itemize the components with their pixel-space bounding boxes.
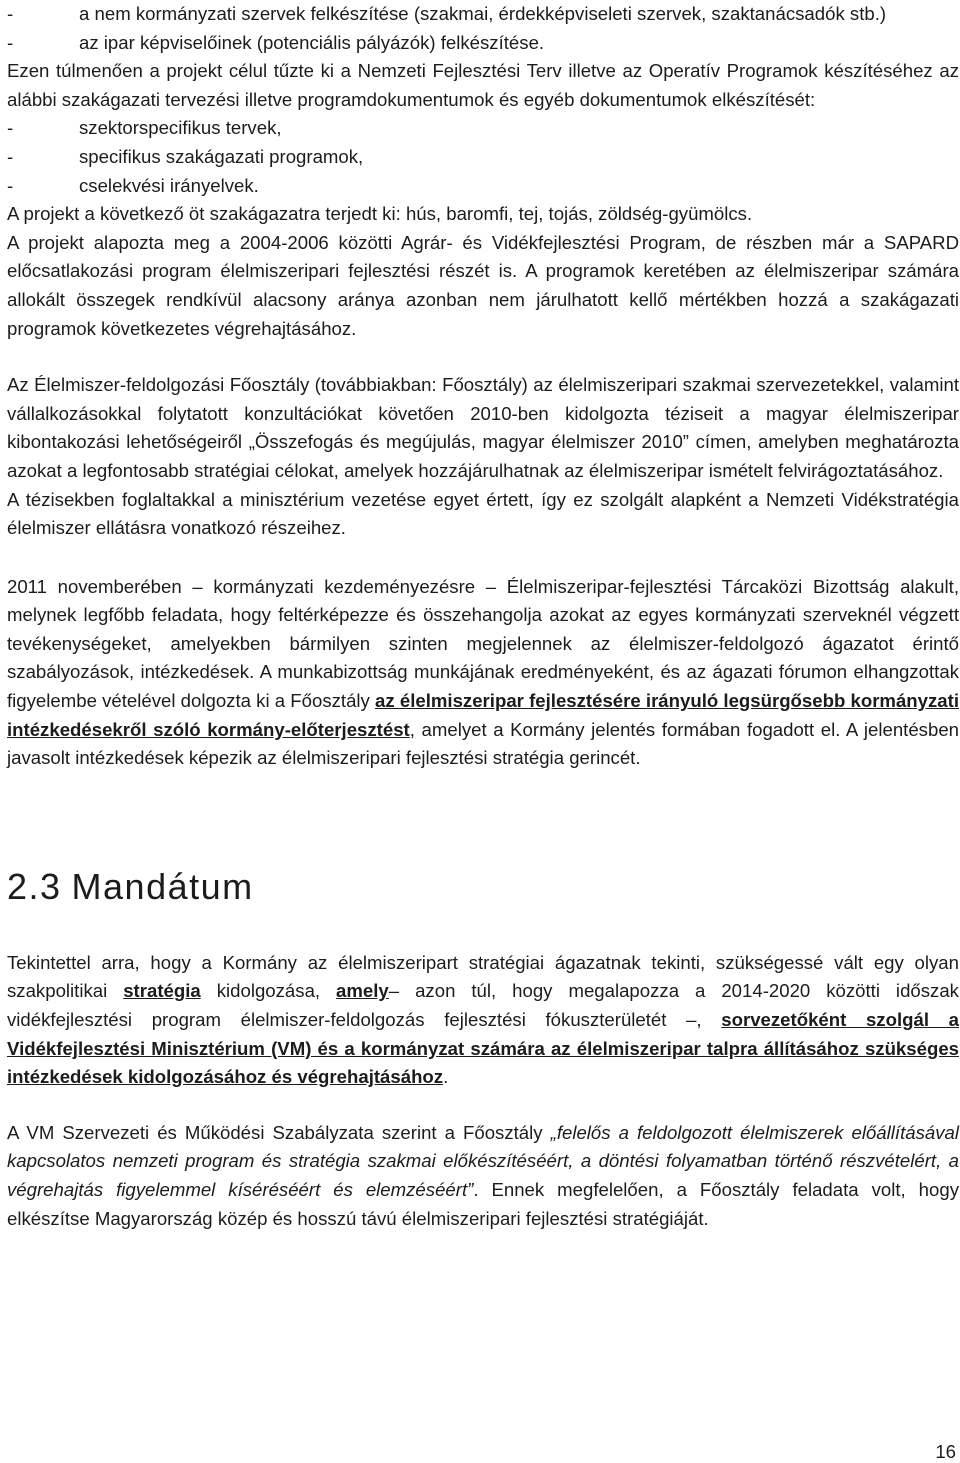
list-item (7, 143, 959, 172)
paragraph: A tézisekben foglaltakkal a minisztérium vezetése egyet értett, így ez szolgált alapként a Nemzeti Vidékstratégia élelmiszer ellátásra vonatkozó részeihez. (7, 488, 959, 539)
paragraph: A projekt a következő öt szakágazatra terjedt ki: hús, baromfi, tej, tojás, zöldség-gyümölcs. (7, 203, 753, 225)
quoted-italic-text: „felelős a feldolgozott élelmiszerek előállításával kapcsolatos nemzeti program és stratégia szakmai előkészítéséért, a döntési folyamatban történő részvételért, a végrehajtás figyelemmel kíséréséért és elemzéséért” (7, 1121, 959, 1200)
page-number: 16 (935, 1441, 956, 1462)
list-marker: - (7, 145, 14, 167)
list-item-text: specifikus szakágazati programok, (79, 145, 364, 167)
paragraph: Ezen túlmenően a projekt célul tűzte ki a Nemzeti Fejlesztési Terv illetve az Operatív Programok készítéséhez az alábbi szakágazati tervezési illetve programdokumentumok és egyéb dokumentumok elkészítését: (7, 60, 959, 110)
section-number: 2.3 (7, 865, 62, 907)
document-page (7, 0, 959, 1233)
emphasis-text: amely (336, 980, 389, 1002)
emphasis-text: sorvezetőként szolgál a Vidékfejlesztési Minisztérium (VM) és a kormányzat számára az élelmiszeripar talpra állításához szükséges intézkedések kidolgozásához és végrehajtásához (7, 1009, 959, 1088)
list-marker: - (7, 31, 14, 53)
list-item (7, 114, 959, 143)
list-item-text: az ipar képviselőinek (potenciális pályázók) felkészítése. (79, 31, 545, 53)
section-heading (7, 865, 959, 909)
list-item-text: szektorspecifikus tervek, (79, 117, 282, 139)
list-item-text: cselekvési irányelvek. (79, 174, 259, 196)
list-marker: - (7, 174, 14, 196)
section-title: Mandátum (71, 865, 254, 907)
paragraph: Tekintettel arra, hogy a Kormány az élelmiszeripart stratégiai ágazatnak tekinti, szükségessé vált egy olyan szakpolitikai stratégia kidolgozása, amely– azon túl, hogy megalapozza a 2014-2020 közötti időszak vidékfejlesztési program élelmiszer-feldolgozás fejlesztési fókuszterületét –, sorvezetőként szolgál a Vidékfejlesztési Minisztérium (VM) és a kormányzat számára az élelmiszeripar talpra állításához szükséges intézkedések kidolgozásához és végrehajtásához. (7, 951, 959, 1088)
list-marker: - (7, 117, 14, 139)
paragraph: A projekt alapozta meg a 2004-2006 közötti Agrár- és Vidékfejlesztési Program, de részben már a SAPARD előcsatlakozási program élelmiszeripari fejlesztési részét is. A programok keretében az élelmiszeripar számára allokált összegek rendkívül alacsony aránya azonban nem járulhatott kellő mértékben hozzá a szakágazati programok következetes végrehajtásához. (7, 231, 959, 339)
paragraph: A VM Szervezeti és Működési Szabályzata szerint a Főosztály „felelős a feldolgozott élelmiszerek előállításával kapcsolatos nemzeti program és stratégia szakmai előkészítéséért, a döntési folyamatban történő részvételért, a végrehajtás figyelemmel kíséréséért és elemzéséért”. Ennek megfelelően, a Főosztály feladata volt, hogy elkészítse Magyarország közép és hosszú távú élelmiszeripari fejlesztési stratégiáját. (7, 1121, 959, 1229)
emphasis-text: stratégia (123, 980, 201, 1002)
list-item (7, 172, 959, 201)
emphasis-text: az élelmiszeripar fejlesztésére irányuló legsürgősebb kormányzati intézkedésekről szóló kormány-előterjesztést (7, 690, 960, 740)
list-item (7, 29, 959, 58)
paragraph: Az Élelmiszer-feldolgozási Főosztály (továbbiakban: Főosztály) az élelmiszeripari szakmai szervezetekkel, valamint vállalkozásokkal folytatott konzultációkat követően 2010-ben kidolgozta téziseit a magyar élelmiszeripar kibontakozási lehetőségeiről „Összefogás és megújulás, magyar élelmiszer 2010” címen, amelyben meghatározta azokat a legfontosabb stratégiai célokat, amelyek hozzájárulhatnak az élelmiszeripar ismételt felvirágoztatásához. (7, 374, 959, 481)
list-marker: - (7, 3, 14, 24)
paragraph: 2011 novemberében – kormányzati kezdeményezésre – Élelmiszeripar-fejlesztési Tárcaközi Bizottság alakult, melynek legfőbb feladata, hogy feltérképezze és összehangolja azokat az egyes kormányzati szerveknél végzett tevékenységeket, amelyekben bármilyen szinten megjelennek az élelmiszer-feldolgozó ágazatot érintő szabályozások, intézkedések. A munkabizottság munkájának eredményeként, és az ágazati fórumon elhangzottak figyelembe vételével dolgozta ki a Főosztály az élelmiszeripar fejlesztésére irányuló legsürgősebb kormányzati intézkedésekről szóló kormány-előterjesztést, amelyet a Kormány jelentés formában fogadott el. A jelentésben javasolt intézkedések képezik az élelmiszeripari fejlesztési stratégia gerincét. (7, 575, 960, 769)
list-item (7, 0, 959, 29)
list-item-text: a nem kormányzati szervek felkészítése (szakmai, érdekképviseleti szervek, szaktanácsadók stb.) (79, 3, 887, 24)
